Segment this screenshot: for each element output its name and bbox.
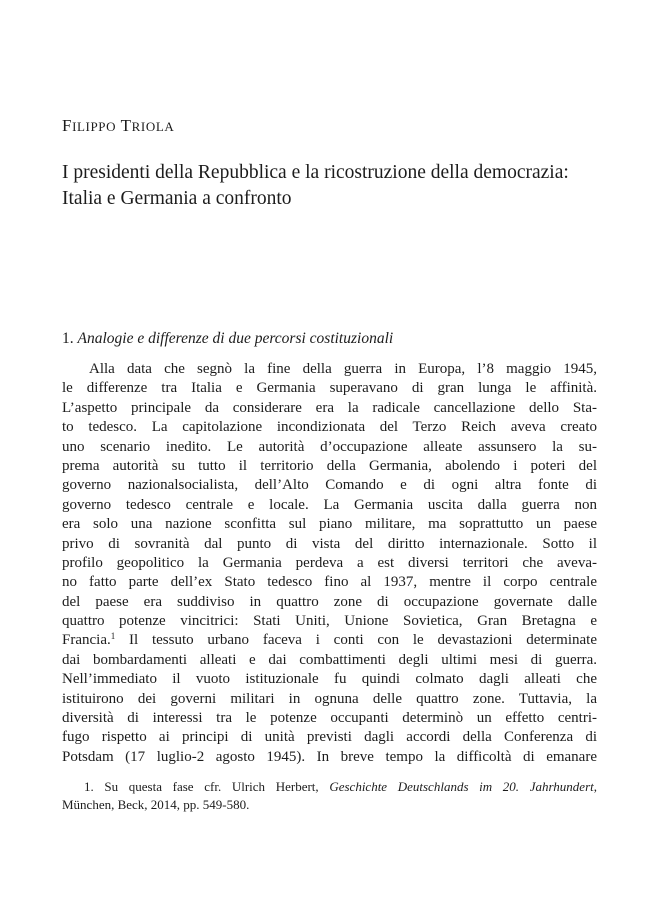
- body-line: L’aspetto principale da considerare era la radicale cancellazione dello Sta-: [62, 399, 597, 416]
- section-number: 1.: [62, 330, 78, 347]
- section-heading-text: Analogie e differenze di due percorsi costituzionali: [77, 330, 394, 347]
- body-line: to tedesco. La capitolazione incondizionata del Terzo Reich aveva creato: [62, 419, 597, 436]
- footnote-comma: ,: [593, 779, 597, 794]
- body-line: fugo rispetto ai principi di unità previsti dagli accordi della Conferenza di: [62, 729, 597, 746]
- body-text: [62, 360, 597, 767]
- body-line: governo tedesco centrale e locale. La Germania uscita dalla guerra non: [62, 496, 597, 513]
- body-line: no fatto parte dell’ex Stato tedesco fino al 1937, mentre il corpo centrale: [62, 574, 597, 591]
- section-heading: [62, 330, 393, 348]
- footnote-line-1: [62, 778, 597, 796]
- author-first-rest: ILIPPO: [72, 119, 117, 134]
- body-line-end: Il tessuto urbano faceva i conti con le devastazioni determinate: [129, 632, 597, 649]
- body-line: Potsdam (17 luglio-2 agosto 1945). In breve tempo la difficoltà di emanare: [62, 748, 597, 765]
- body-line: le differenze tra Italia e Germania superavano di gran lunga le affinità.: [62, 380, 597, 397]
- body-line: profilo geopolitico la Germania perdeva a est diversi territori che aveva-: [62, 554, 597, 571]
- body-line: quattro potenze vincitrici: Stati Uniti, Unione Sovietica, Gran Bretagna e: [62, 613, 597, 630]
- footnote: [62, 778, 597, 814]
- body-line: privo di sovranità dal punto di vista del diritto internazionale. Sotto il: [62, 535, 597, 552]
- footnote-reference[interactable]: 1: [110, 631, 116, 642]
- body-line-start: Francia.: [62, 632, 111, 649]
- footnote-text: Su questa fase cfr. Ulrich Herbert,: [104, 779, 330, 794]
- body-line: Nell’immediato il vuoto istituzionale fu quindi colmato dagli alleati che: [62, 671, 597, 688]
- chapter-title: [62, 160, 602, 212]
- author-first-initial: F: [62, 116, 73, 135]
- body-line: era solo una nazione sconfitta sul piano militare, ma soprattutto un paese: [62, 516, 597, 533]
- body-line: prema autorità su tutto il territorio della Germania, abolendo i poteri del: [62, 457, 597, 474]
- body-line: dai bombardamenti alleati e dai combattimenti degli ultimi mesi di guerra.: [62, 651, 597, 668]
- body-line: del paese era suddiviso in quattro zone di occupazione governate dalle: [62, 593, 597, 610]
- author-last-rest: RIOLA: [131, 119, 175, 134]
- body-line: Alla data che segnò la fine della guerra in Europa, l’8 maggio 1945,: [89, 361, 597, 377]
- footnote-line-2: München, Beck, 2014, pp. 549-580.: [62, 797, 250, 812]
- footnote-number: 1.: [84, 779, 105, 794]
- body-line: istituirono dei governi militari in ognuna delle quattro zone. Tuttavia, la: [62, 690, 597, 707]
- author-last-initial: T: [120, 116, 132, 135]
- body-line: diversità di interessi tra le potenze occupanti determinò un effetto centri-: [62, 710, 597, 727]
- body-line-with-footnote: [62, 631, 597, 650]
- body-line: uno scenario inedito. Le autorità d’occupazione alleate assunsero la su-: [62, 438, 597, 455]
- chapter-title-line-1: I presidenti della Repubblica e la ricostruzione della democrazia:: [62, 162, 569, 183]
- author-name: [62, 116, 174, 136]
- chapter-title-line-2: Italia e Germania a confronto: [62, 188, 292, 209]
- footnote-book-title: Geschichte Deutschlands im 20. Jahrhundert: [329, 779, 594, 794]
- body-line: governo nazionalsocialista, dell’Alto Comando e di ogni altra fonte di: [62, 477, 597, 494]
